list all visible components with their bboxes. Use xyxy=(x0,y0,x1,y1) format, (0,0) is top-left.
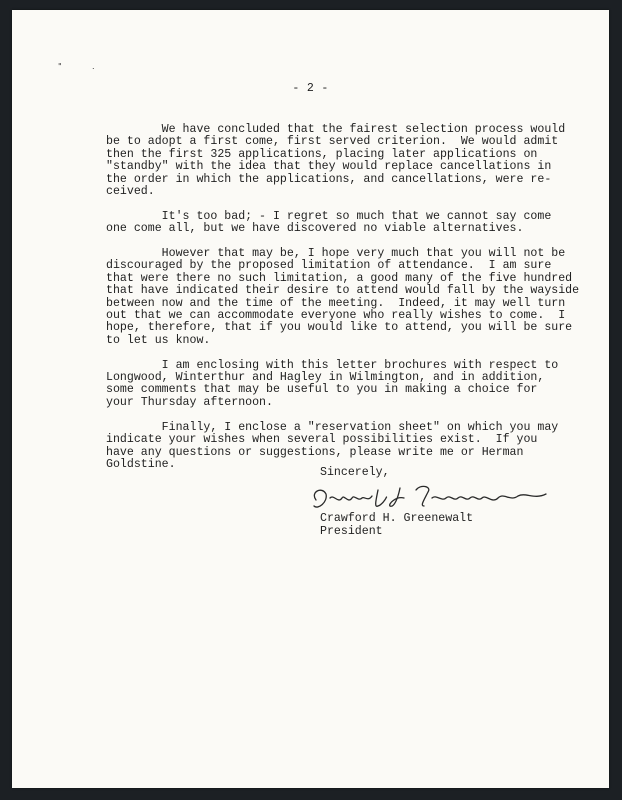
paragraph-brochures: I am enclosing with this letter brochures with respect to Longwood, Winterthur and Hagley in Wilmington, and in addition, some comments that may be useful to you in making a choice for your Thursday afternoon. xyxy=(106,358,559,409)
paragraph-limitation: However that may be, I hope very much that you will not be discouraged by the proposed limitation of attendance. I am sure that were there no such limitation, a good many of the five hundred that have indicated their desire to attend would fall by the wayside between now and the time of the meeting. Indeed, it may well turn out that we can accommodate everyone who really wishes to come. I hope, therefore, that if you would like to attend, you will be sure to let us know. xyxy=(106,247,580,347)
letter-page xyxy=(12,10,609,788)
paragraph-reservation-sheet: Finally, I enclose a "reservation sheet" on which you may indicate your wishes when several possibilities exist. If you have any questions or suggestions, please write me or Herman Goldstine. xyxy=(106,420,559,471)
corner-mark: " xyxy=(58,62,62,71)
paragraph-too-bad: It's too bad; - I regret so much that we cannot say come one come all, but we have discovered no viable alternatives. xyxy=(106,209,552,236)
page-number: - 2 - xyxy=(292,82,329,95)
corner-mark: . xyxy=(92,62,95,71)
letter-body xyxy=(106,123,580,484)
closing: Sincerely, xyxy=(320,466,390,479)
paragraph-selection-process: We have concluded that the fairest selection process would be to adopt a first come, first served criterion. We would admit then the first 325 applications, placing later applications on "standby" with the idea that they would replace cancellations in the order in which the applications, and cancellations, were re- ceived. xyxy=(106,123,566,199)
signer-name: Crawford H. Greenewalt xyxy=(320,512,474,525)
signer-title: President xyxy=(320,525,383,538)
